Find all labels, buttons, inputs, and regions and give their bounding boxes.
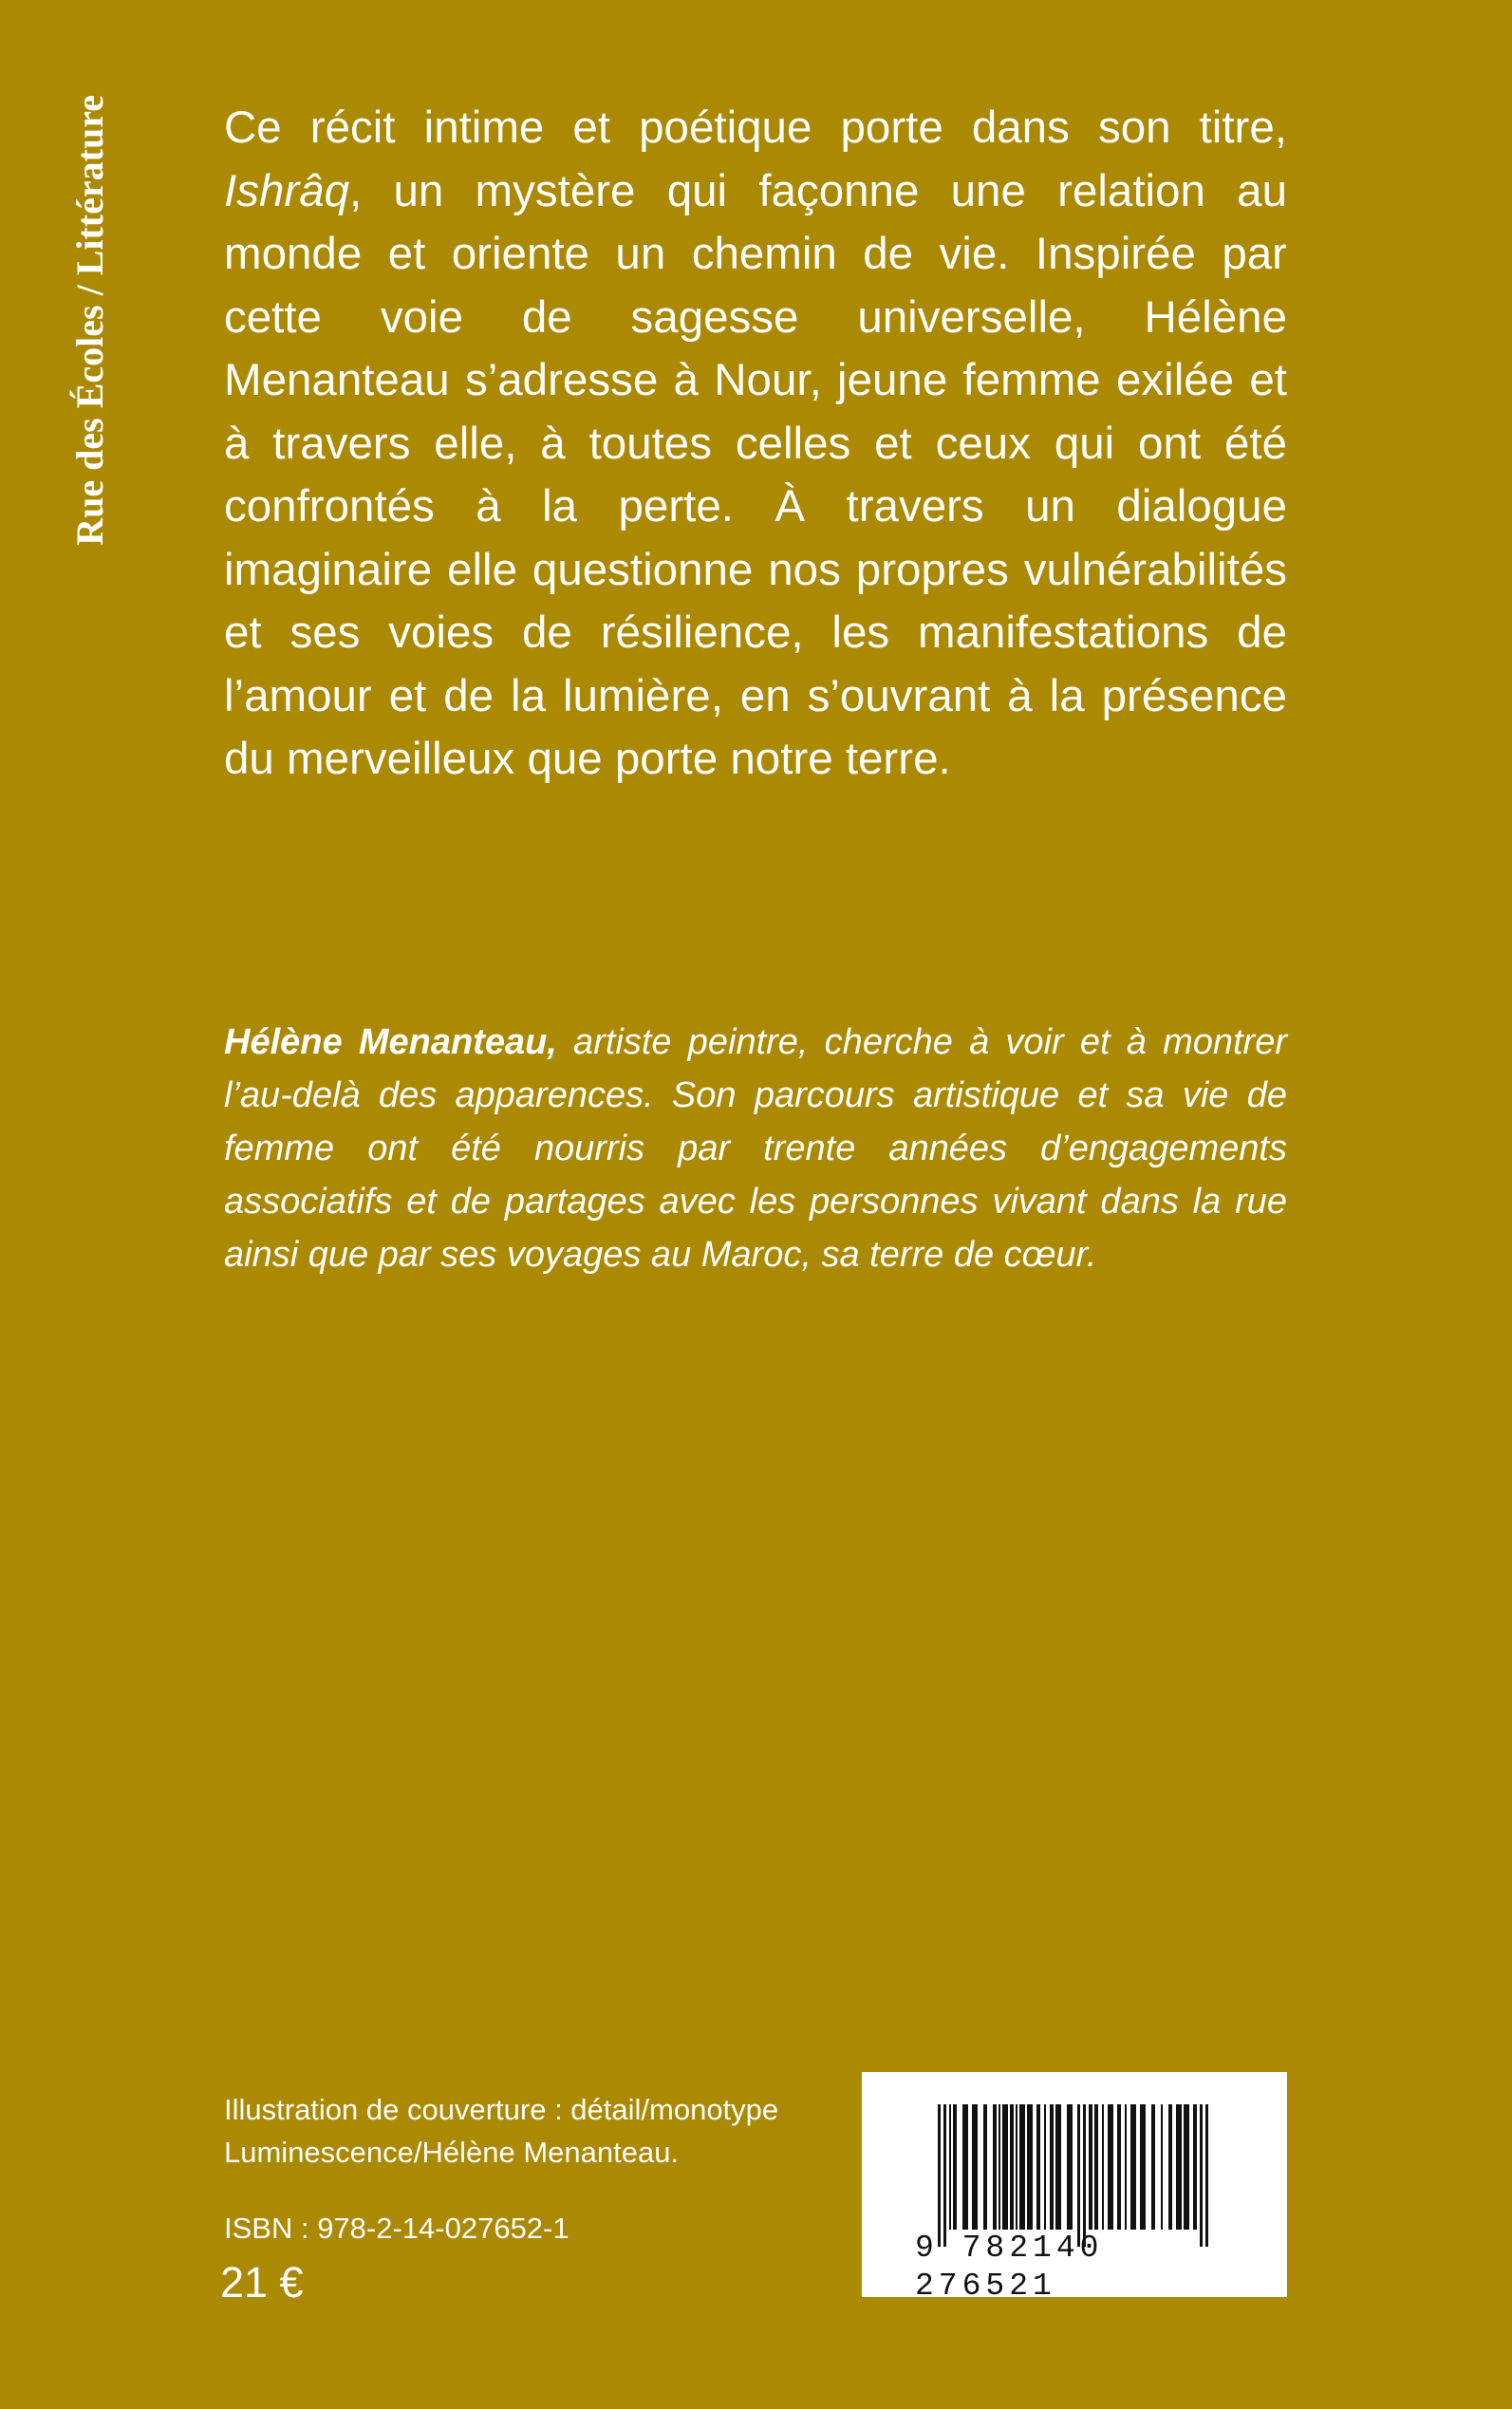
barcode-bar xyxy=(1019,2104,1025,2230)
book-title: Ishrâq xyxy=(224,165,350,216)
author-bio xyxy=(224,1016,1287,1281)
barcode-bar xyxy=(1055,2104,1061,2230)
barcode-bar xyxy=(999,2104,1000,2230)
barcode-bar xyxy=(1193,2104,1197,2230)
price-label: 21 € xyxy=(220,2258,304,2306)
barcode-bar xyxy=(1176,2104,1182,2230)
barcode-bar xyxy=(1117,2104,1121,2230)
barcode-bar xyxy=(1067,2104,1073,2230)
barcode-bar xyxy=(1002,2104,1008,2230)
barcode-bar xyxy=(1108,2104,1113,2230)
barcode-bar xyxy=(953,2104,957,2230)
barcode-bar xyxy=(943,2104,946,2247)
barcode-bar xyxy=(1184,2104,1189,2230)
barcode-bar xyxy=(1168,2104,1172,2230)
blurb-paragraph xyxy=(224,97,1287,792)
barcode xyxy=(862,2072,1287,2304)
barcode-bar xyxy=(1083,2104,1086,2247)
barcode-bar xyxy=(1200,2104,1203,2247)
barcode-bar xyxy=(1089,2104,1092,2230)
barcode-bar xyxy=(1161,2104,1163,2230)
barcode-bar xyxy=(1044,2104,1046,2230)
barcode-bar xyxy=(1050,2104,1054,2230)
barcode-bar xyxy=(1102,2104,1104,2230)
barcode-bar xyxy=(1016,2104,1017,2230)
barcode-bar xyxy=(1205,2104,1208,2247)
series-spine-label: Rue des Écoles / Littérature xyxy=(68,95,111,546)
barcode-bar xyxy=(1151,2104,1155,2230)
credits-line-1: Illustration de couverture : détail/monotype xyxy=(224,2093,779,2126)
barcode-bar xyxy=(983,2104,987,2230)
barcode-digits: 9 782140 276521 xyxy=(915,2231,1104,2304)
barcode-bar xyxy=(949,2104,951,2230)
barcode-bar xyxy=(972,2104,978,2230)
isbn-label: ISBN : 978-2-14-027652-1 xyxy=(224,2212,569,2245)
barcode-bar xyxy=(962,2104,968,2230)
barcode-bar xyxy=(938,2104,941,2247)
barcode-bar xyxy=(1036,2104,1040,2230)
cover-credits xyxy=(224,2088,831,2174)
barcode-bar xyxy=(1010,2104,1014,2230)
barcode-bar xyxy=(993,2104,997,2230)
blurb-text-rest: , un mystère qui façonne une relation au monde et oriente un chemin de vie. Inspirée par cette voie de sagesse universelle, Hélène Menanteau s’adresse à Nour, jeune femme exilée et à travers elle, à toutes celles et ceux qui ont été confrontés à la perte. À travers un dialogue imaginaire elle questionne nos propres vulnérabilités et ses voies de résilience, les manifestations de l’amour et de la lumière, en s’ouvrant à la présence du merveilleux que porte notre terre. xyxy=(224,165,1287,784)
barcode-bar xyxy=(1027,2104,1033,2230)
author-bio-text: artiste peintre, cherche à voir et à montrer l’au-delà des apparences. Son parcours artistique et sa vie de femme ont été nourris par trente années d’engagements associatifs et de partages avec les personnes vivant dans la rue ainsi que par ses voyages au Maroc, sa terre de cœur. xyxy=(224,1022,1287,1275)
barcode-bar xyxy=(1094,2104,1098,2230)
barcode-bar xyxy=(1077,2104,1080,2247)
author-name: Hélène Menanteau, xyxy=(224,1022,557,1062)
blurb-text-start: Ce récit intime et poétique porte dans son titre, xyxy=(224,103,1287,153)
barcode-bar xyxy=(1130,2104,1136,2230)
barcode-bar xyxy=(1125,2104,1127,2230)
barcode-bar xyxy=(1140,2104,1146,2230)
credits-line-2: Luminescence/Hélène Menanteau. xyxy=(224,2136,680,2169)
